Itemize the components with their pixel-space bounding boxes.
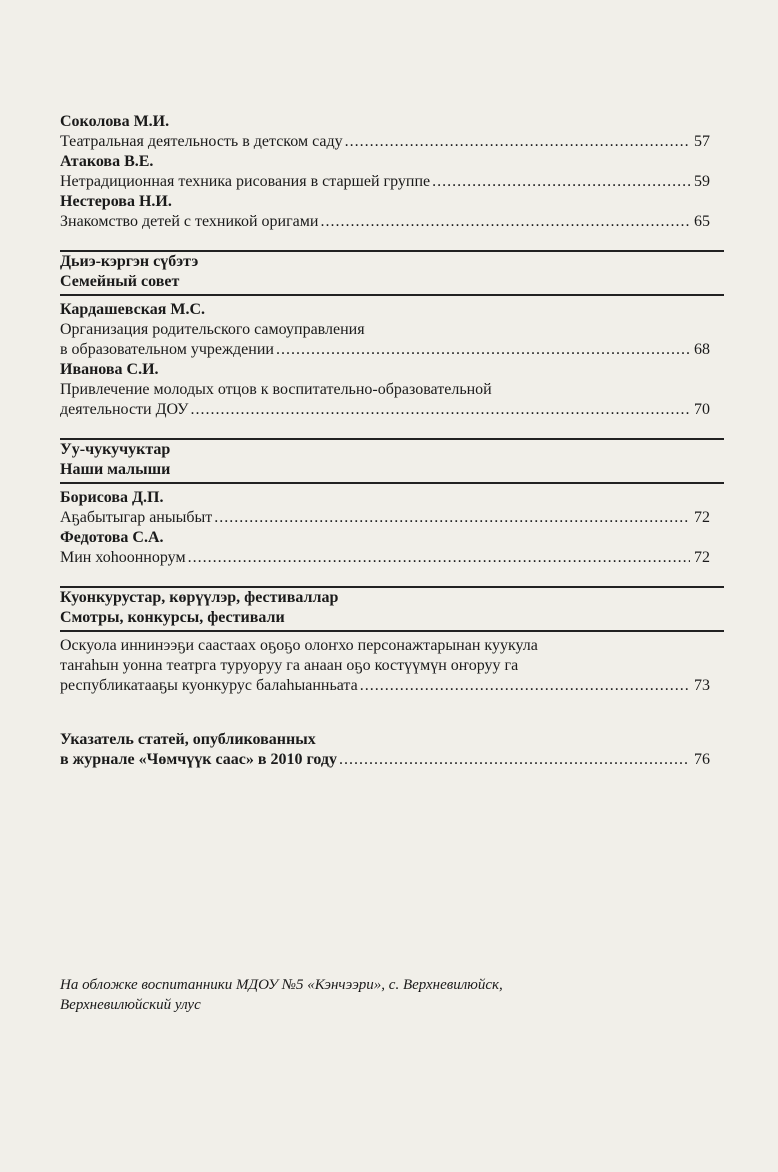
page-number: 76 [694,751,710,768]
cover-caption [60,975,724,1015]
toc-index [60,730,724,770]
toc-group-1 [60,112,724,232]
toc-entry [60,172,724,192]
section-title-yakut: Уу-чукучуктар [60,441,171,458]
toc-entry [60,548,724,568]
page-number: 65 [694,213,710,230]
toc-entry [60,132,724,152]
author-name: Нестерова Н.И. [60,193,172,210]
entry-title-line: Привлечение молодых отцов к воспитательно-образовательной [60,381,492,398]
section-title-yakut: Дьиэ-кэргэн сүбэтэ [60,253,199,270]
leader-dots [214,508,690,528]
leader-dots [276,340,690,360]
entry-title: Мин хоһооннорум [60,549,186,566]
leader-dots [320,212,690,232]
entry-title-line: Указатель статей, опубликованных [60,731,316,748]
leader-dots [191,400,691,420]
leader-dots [432,172,690,192]
entry-title: в журнале «Чөмчүүк саас» в 2010 году [60,751,337,768]
entry-title: Аҕабытыгар аныыбыт [60,509,213,526]
author-name: Соколова М.И. [60,113,170,130]
entry-title: Знакомство детей с техникой оригами [60,213,319,230]
author-name: Борисова Д.П. [60,489,164,506]
leader-dots [339,750,690,770]
entry-title: Театральная деятельность в детском саду [60,133,343,150]
entry-title: деятельности ДОУ [60,401,189,418]
leader-dots [360,676,690,696]
entry-title-line: Оскуола иннинээҕи саастаах оҕоҕо олоҥхо персонажтарынан куукула [60,637,538,654]
entry-title: Нетрадиционная техника рисования в старшей группе [60,173,431,190]
toc-section-family [60,250,724,420]
entry-title: в образовательном учреждении [60,341,274,358]
page-number: 68 [694,341,710,358]
toc-entry [60,212,724,232]
page-number: 72 [694,549,710,566]
cover-caption-line: Верхневилюйский улус [60,997,201,1013]
page-number: 73 [694,677,710,694]
page-number: 72 [694,509,710,526]
author-name: Иванова С.И. [60,361,159,378]
author-name: Кардашевская М.С. [60,301,206,318]
cover-caption-line: На обложке воспитанники МДОУ №5 «Кэнчээри», с. Верхневилюйск, [60,977,503,993]
toc-section-kids [60,438,724,568]
section-divider [60,294,724,296]
author-name: Атакова В.Е. [60,153,154,170]
section-title-russian: Наши малыши [60,461,171,478]
page-number: 57 [694,133,710,150]
toc-entry [60,508,724,528]
section-title-russian: Семейный совет [60,273,180,290]
section-title-yakut: Куонкурустар, көрүүлэр, фестиваллар [60,589,339,606]
leader-dots [188,548,690,568]
entry-title-line: Организация родительского самоуправления [60,321,365,338]
section-divider [60,482,724,484]
table-of-contents [60,112,724,770]
author-name: Федотова С.А. [60,529,164,546]
page-number: 70 [694,401,710,418]
toc-entry [60,676,724,696]
toc-entry [60,340,724,360]
toc-section-contests [60,586,724,696]
leader-dots [345,132,690,152]
entry-title: республикатааҕы куонкурус балаһыанньата [60,677,358,694]
page-number: 59 [694,173,710,190]
section-title-russian: Смотры, конкурсы, фестивали [60,609,285,626]
toc-entry [60,750,724,770]
entry-title-line: таҥаһын уонна театрга туруоруу га анаан оҕо костүүмүн оҥоруу га [60,657,519,674]
section-divider [60,630,724,632]
toc-entry [60,400,724,420]
